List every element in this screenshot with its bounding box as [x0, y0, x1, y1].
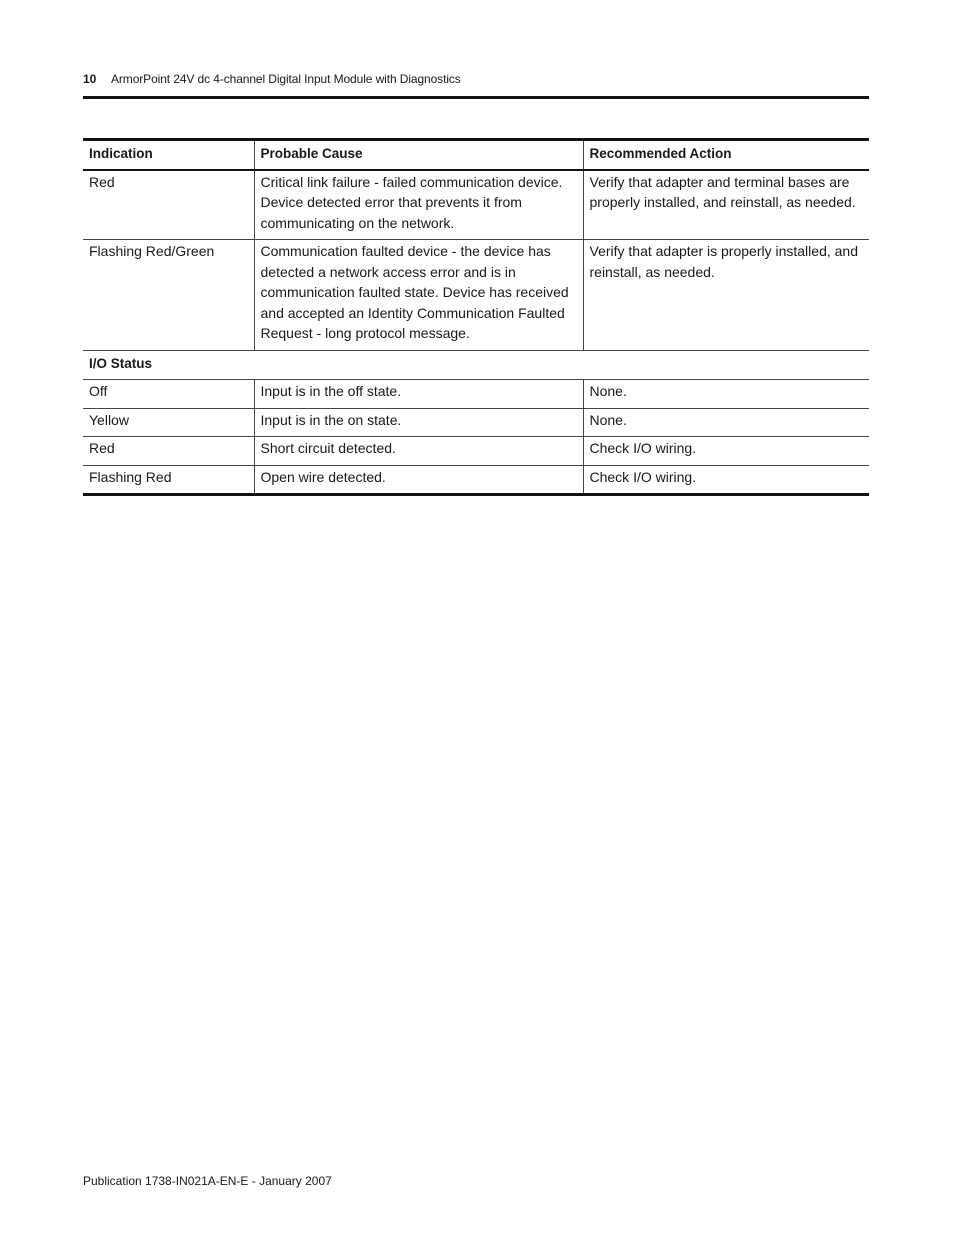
indication-cell: Off — [83, 380, 254, 409]
action-cell: Check I/O wiring. — [583, 437, 869, 466]
publication-footer: Publication 1738-IN021A-EN-E - January 2007 — [83, 1174, 332, 1188]
page-number: 10 — [83, 72, 97, 86]
action-cell: None. — [583, 380, 869, 409]
table-row — [83, 380, 869, 409]
section-row-io-status — [83, 350, 869, 380]
indication-cell: Flashing Red — [89, 468, 172, 485]
cause-cell: Short circuit detected. — [254, 437, 583, 466]
table-header-row — [83, 140, 869, 170]
action-cell: Check I/O wiring. — [583, 465, 869, 495]
indication-cell: Yellow — [83, 408, 254, 437]
indication-cell: Flashing Red/Green — [83, 240, 254, 351]
cause-cell: Input is in the off state. — [254, 380, 583, 409]
table-row — [83, 170, 869, 240]
cause-cell: Critical link failure - failed communication device. Device detected error that prevents it from communicating on the network. — [254, 170, 583, 240]
cause-cell: Open wire detected. — [254, 465, 583, 495]
section-label: I/O Status — [83, 350, 869, 380]
status-indicator-table — [83, 138, 869, 496]
table-row — [83, 465, 869, 495]
action-cell: Verify that adapter and terminal bases are properly installed, and reinstall, as needed. — [583, 170, 869, 240]
action-cell: None. — [583, 408, 869, 437]
indication-cell: Red — [83, 170, 254, 240]
document-title: ArmorPoint 24V dc 4-channel Digital Input Module with Diagnostics — [111, 72, 461, 86]
cause-cell: Communication faulted device - the device has detected a network access error and is in communication faulted state. Device has received and accepted an Identity Communication Faulted Request - long protocol message. — [254, 240, 583, 351]
indication-cell: Red — [83, 437, 254, 466]
column-header-probable-cause: Probable Cause — [254, 140, 583, 170]
action-cell: Verify that adapter is properly installed, and reinstall, as needed. — [583, 240, 869, 351]
table-row — [83, 437, 869, 466]
table-row — [83, 240, 869, 351]
column-header-recommended-action: Recommended Action — [583, 140, 869, 170]
cause-cell: Input is in the on state. — [254, 408, 583, 437]
column-header-indication: Indication — [83, 140, 254, 170]
page-header — [83, 72, 869, 99]
table-row — [83, 408, 869, 437]
